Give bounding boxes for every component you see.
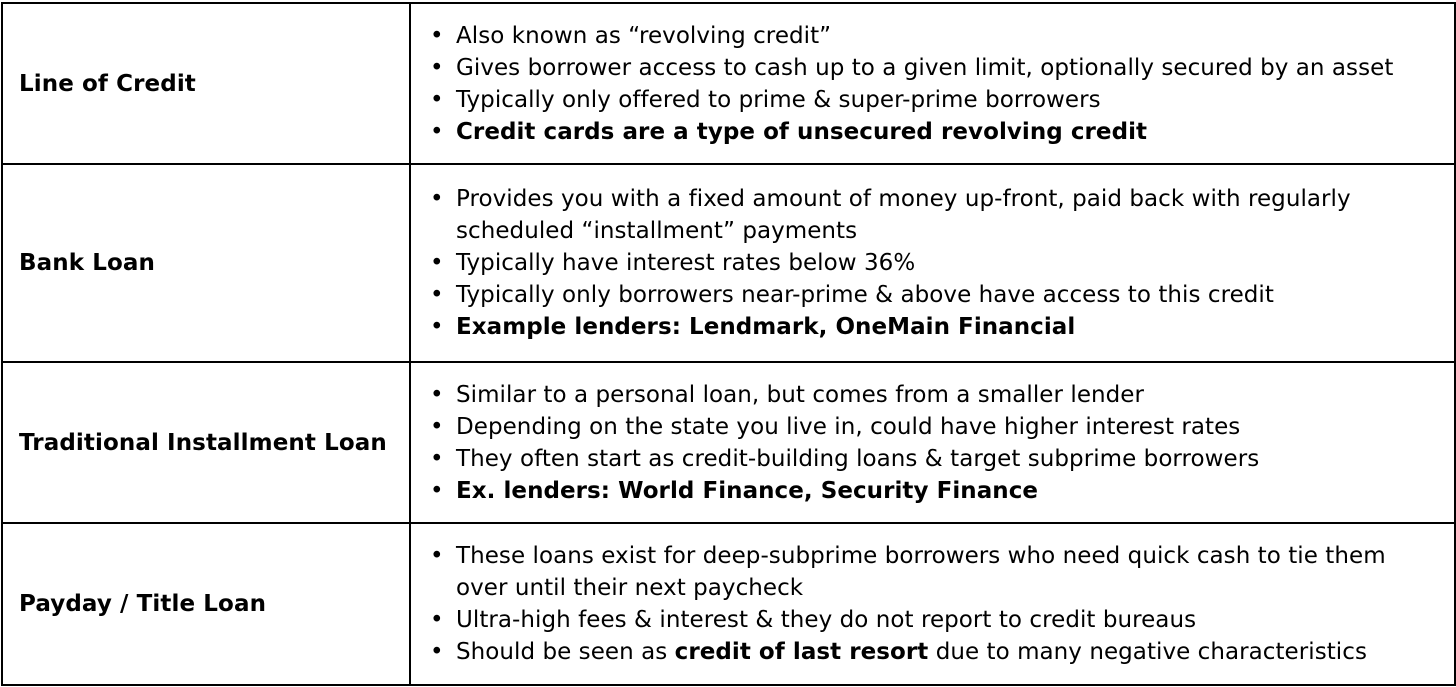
bullet-item: • Similar to a personal loan, but comes from a smaller lender: [428, 379, 1454, 411]
bullet-item: • Typically only borrowers near-prime & above have access to this credit: [428, 279, 1454, 311]
bullet-item: • Ultra-high fees & interest & they do not report to credit bureaus: [428, 604, 1454, 636]
row-description: [410, 362, 1455, 523]
bullet-item: • Typically have interest rates below 36%: [428, 247, 1454, 279]
bullet-item: • Ex. lenders: World Finance, Security Finance: [428, 475, 1454, 507]
table-row: [2, 164, 1455, 362]
bullet-item: • Depending on the state you live in, could have higher interest rates: [428, 411, 1454, 443]
bullet-list: [411, 379, 1454, 507]
row-label: Traditional Installment Loan: [2, 362, 410, 523]
table-row: [2, 362, 1455, 523]
bullet-list: [411, 20, 1454, 148]
bullet-item: • Typically only offered to prime & super-prime borrowers: [428, 84, 1454, 116]
row-description: [410, 523, 1455, 685]
bullet-item: • They often start as credit-building loans & target subprime borrowers: [428, 443, 1454, 475]
bullet-list: [411, 183, 1454, 343]
bullet-item: • Gives borrower access to cash up to a given limit, optionally secured by an asset: [428, 52, 1454, 84]
row-label: Bank Loan: [2, 164, 410, 362]
bullet-item: • Example lenders: Lendmark, OneMain Financial: [428, 311, 1454, 343]
bullet-item: • Also known as “revolving credit”: [428, 20, 1454, 52]
bullet-item: • Should be seen as credit of last resort due to many negative characteristics: [428, 636, 1454, 668]
row-label: Line of Credit: [2, 3, 410, 164]
credit-types-table: [1, 2, 1456, 686]
bullet-list: [411, 540, 1454, 668]
bullet-item: • Provides you with a fixed amount of money up-front, paid back with regularly scheduled “installment” payments: [428, 183, 1454, 247]
row-label: Payday / Title Loan: [2, 523, 410, 685]
table-row: [2, 523, 1455, 685]
bullet-item: • Credit cards are a type of unsecured revolving credit: [428, 116, 1454, 148]
bullet-item: • These loans exist for deep-subprime borrowers who need quick cash to tie them over until their next paycheck: [428, 540, 1454, 604]
row-description: [410, 3, 1455, 164]
row-description: [410, 164, 1455, 362]
table-row: [2, 3, 1455, 164]
